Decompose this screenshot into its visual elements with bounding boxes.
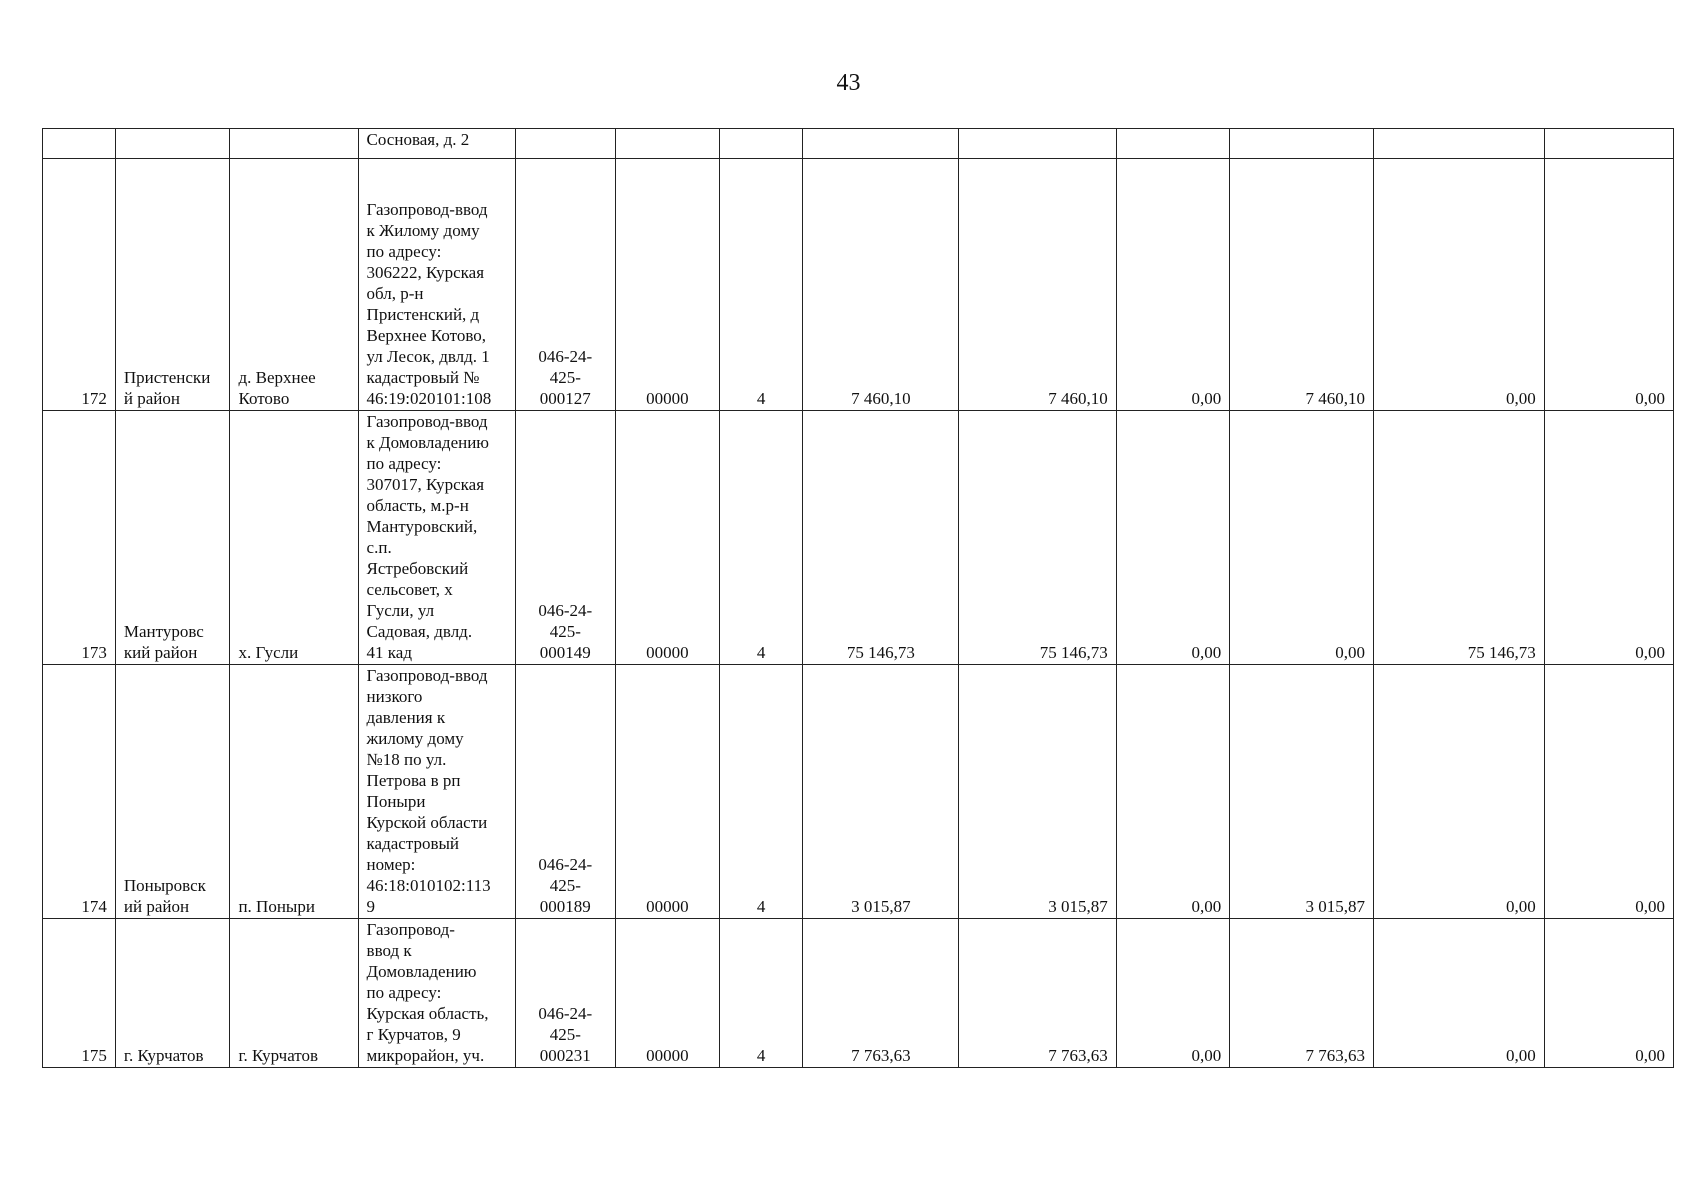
cell-row-number: 172 [43,159,116,411]
cell-amount: 0,00 [1116,159,1230,411]
cell-district: Поныровск ий район [115,665,230,919]
cell-amount: 75 146,73 [959,411,1116,665]
cell-code-00000: 00000 [615,159,719,411]
cell-row-number: 174 [43,665,116,919]
cell-empty [1230,129,1374,159]
cell-registry-code: 046-24- 425- 000189 [515,665,615,919]
table-row [43,159,1674,411]
cell-amount-total: 7 763,63 [803,919,959,1068]
cell-district: Мантуровс кий район [115,411,230,665]
cell-empty [719,129,802,159]
cell-empty [230,129,358,159]
table-row [43,919,1674,1068]
cell-registry-code: 046-24- 425- 000149 [515,411,615,665]
cell-amount: 75 146,73 [1373,411,1544,665]
cell-amount: 0,00 [1116,665,1230,919]
cell-registry-code: 046-24- 425- 000231 [515,919,615,1068]
cell-empty [803,129,959,159]
cell-object-description: Газопровод-ввод к Жилому дому по адресу: 306222, Курская обл, р-н Пристенский, д Верхнее Котово, ул Лесок, двлд. 1 кадастровый № 46:19:020101:108 [358,159,515,411]
cell-amount-total: 3 015,87 [803,665,959,919]
cell-amount: 3 015,87 [1230,665,1374,919]
gas-pipeline-registry-table [42,128,1674,1068]
cell-empty [515,129,615,159]
page-number: 43 [836,70,861,96]
cell-object-description: Газопровод-ввод низкого давления к жилому дому №18 по ул. Петрова в рп Поныри Курской области кадастровый номер: 46:18:010102:113 9 [358,665,515,919]
cell-object-description: Сосновая, д. 2 [358,129,515,159]
cell-object-description: Газопровод-ввод к Домовладению по адресу: 307017, Курская область, м.р-н Мантуровский, с.п. Ястребовский сельсовет, х Гусли, ул Садовая, двлд. 41 кад [358,411,515,665]
cell-amount: 0,00 [1544,919,1673,1068]
cell-empty [1373,129,1544,159]
cell-code-00000: 00000 [615,665,719,919]
cell-amount: 0,00 [1544,411,1673,665]
cell-row-number: 175 [43,919,116,1068]
cell-amount: 0,00 [1373,159,1544,411]
cell-district: Пристенски й район [115,159,230,411]
cell-district: г. Курчатов [115,919,230,1068]
table-row [43,411,1674,665]
cell-amount: 7 763,63 [1230,919,1374,1068]
cell-amount: 0,00 [1116,919,1230,1068]
cell-locality: д. Верхнее Котово [230,159,358,411]
cell-empty [1544,129,1673,159]
cell-locality: х. Гусли [230,411,358,665]
cell-amount: 7 460,10 [959,159,1116,411]
cell-empty [1116,129,1230,159]
cell-registry-code: 046-24- 425- 000127 [515,159,615,411]
cell-amount: 0,00 [1230,411,1374,665]
cell-code-00000: 00000 [615,411,719,665]
cell-amount: 7 763,63 [959,919,1116,1068]
cell-locality: г. Курчатов [230,919,358,1068]
cell-category: 4 [719,159,802,411]
cell-amount: 0,00 [1544,665,1673,919]
cell-amount: 0,00 [1116,411,1230,665]
cell-code-00000: 00000 [615,919,719,1068]
cell-object-description: Газопровод- ввод к Домовладению по адресу: Курская область, г Курчатов, 9 микрорайон, уч. [358,919,515,1068]
cell-amount: 0,00 [1373,665,1544,919]
cell-category: 4 [719,411,802,665]
table-row-continuation [43,129,1674,159]
cell-amount: 0,00 [1373,919,1544,1068]
cell-empty [959,129,1116,159]
cell-amount: 0,00 [1544,159,1673,411]
cell-amount-total: 7 460,10 [803,159,959,411]
cell-row-number: 173 [43,411,116,665]
cell-empty [115,129,230,159]
cell-locality: п. Поныри [230,665,358,919]
cell-empty [43,129,116,159]
cell-empty [615,129,719,159]
cell-amount-total: 75 146,73 [803,411,959,665]
table-row [43,665,1674,919]
cell-amount: 3 015,87 [959,665,1116,919]
cell-category: 4 [719,665,802,919]
cell-category: 4 [719,919,802,1068]
cell-amount: 7 460,10 [1230,159,1374,411]
